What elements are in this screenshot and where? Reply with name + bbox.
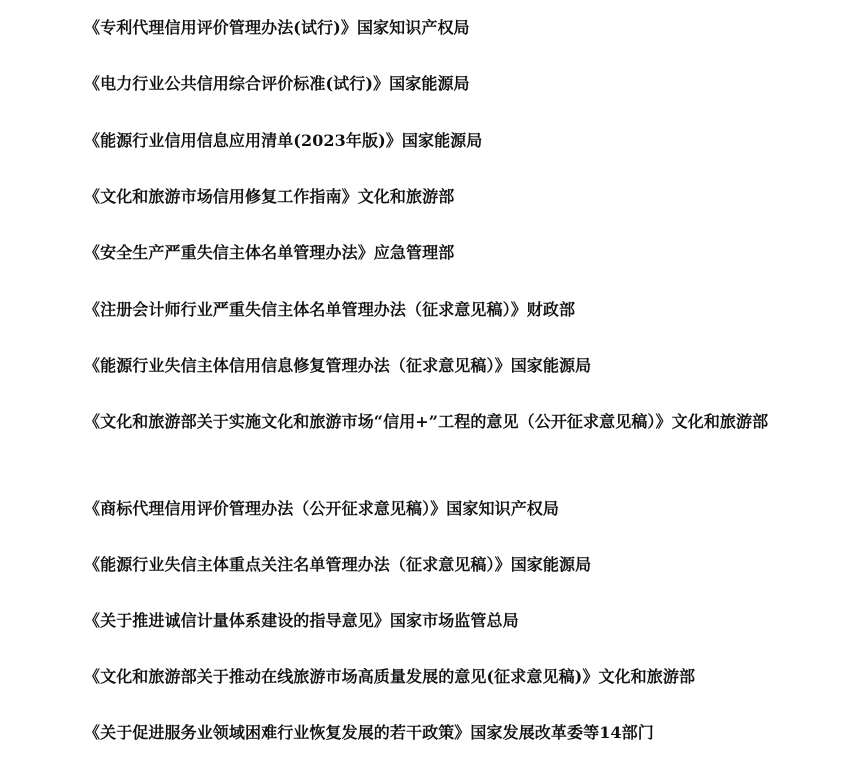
list-item: 《能源行业失信主体重点关注名单管理办法（征求意见稿）》国家能源局 (84, 555, 592, 574)
list-item: 《能源行业失信主体信用信息修复管理办法（征求意见稿）》国家能源局 (84, 356, 592, 375)
list-item: 《电力行业公共信用综合评价标准(试行)》国家能源局 (84, 74, 470, 93)
list-item: 《文化和旅游市场信用修复工作指南》文化和旅游部 (84, 187, 455, 206)
list-item: 《专利代理信用评价管理办法(试行)》国家知识产权局 (84, 18, 470, 37)
list-item: 《安全生产严重失信主体名单管理办法》应急管理部 (84, 243, 455, 262)
list-item: 《文化和旅游部关于实施文化和旅游市场“信用+”工程的意见（公开征求意见稿）》文化和旅游部 (84, 412, 769, 431)
list-item: 《能源行业信用信息应用清单(2023年版)》国家能源局 (84, 131, 483, 150)
list-item: 《关于推进诚信计量体系建设的指导意见》国家市场监管总局 (84, 611, 519, 630)
list-item: 《文化和旅游部关于推动在线旅游市场高质量发展的意见(征求意见稿)》文化和旅游部 (84, 667, 696, 686)
list-item: 《注册会计师行业严重失信主体名单管理办法（征求意见稿）》财政部 (84, 300, 576, 319)
list-item: 《关于促进服务业领域困难行业恢复发展的若干政策》国家发展改革委等14部门 (84, 723, 654, 742)
list-item: 《商标代理信用评价管理办法（公开征求意见稿）》国家知识产权局 (84, 499, 560, 518)
